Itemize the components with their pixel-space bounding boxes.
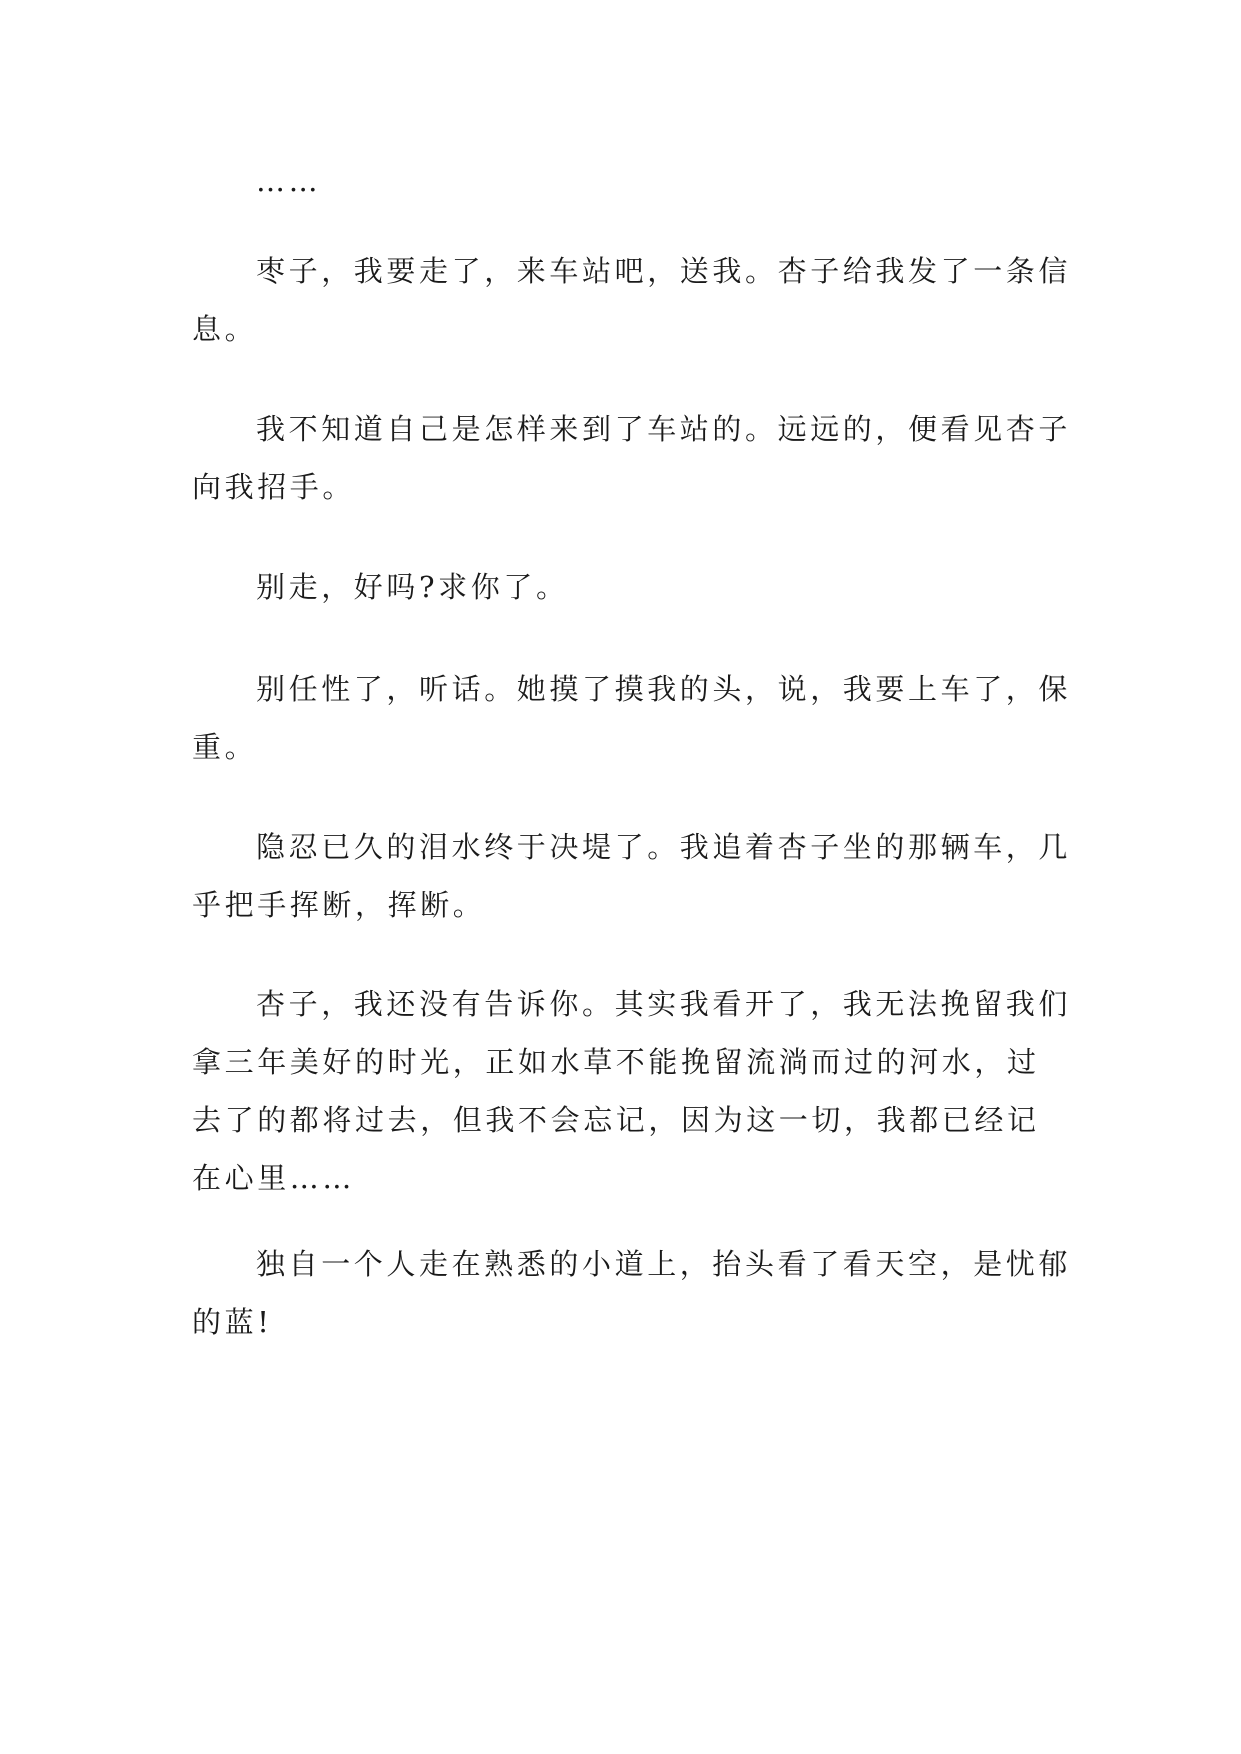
paragraph-message: 枣子，我要走了，来车站吧，送我。杏子给我发了一条信息。 xyxy=(192,254,1072,346)
paragraph-plea: 别走，好吗?求你了。 xyxy=(256,570,569,604)
paragraph-ending: 独自一个人走在熟悉的小道上，抬头看了看天空，是忧郁的蓝! xyxy=(192,1247,1072,1339)
paragraph-farewell: 别任性了，听话。她摸了摸我的头，说，我要上车了，保重。 xyxy=(192,672,1072,764)
paragraph-ellipsis: …… xyxy=(256,164,322,198)
paragraph-station: 我不知道自己是怎样来到了车站的。远远的，便看见杏子向我招手。 xyxy=(192,412,1072,504)
paragraph-tears: 隐忍已久的泪水终于决堤了。我追着杏子坐的那辆车，几乎把手挥断，挥断。 xyxy=(192,830,1072,922)
paragraph-memory: 杏子，我还没有告诉你。其实我看开了，我无法挽留我们拿三年美好的时光，正如水草不能挽留流淌而过的河水，过去了的都将过去，但我不会忘记，因为这一切，我都已经记在心里…… xyxy=(192,987,1072,1195)
